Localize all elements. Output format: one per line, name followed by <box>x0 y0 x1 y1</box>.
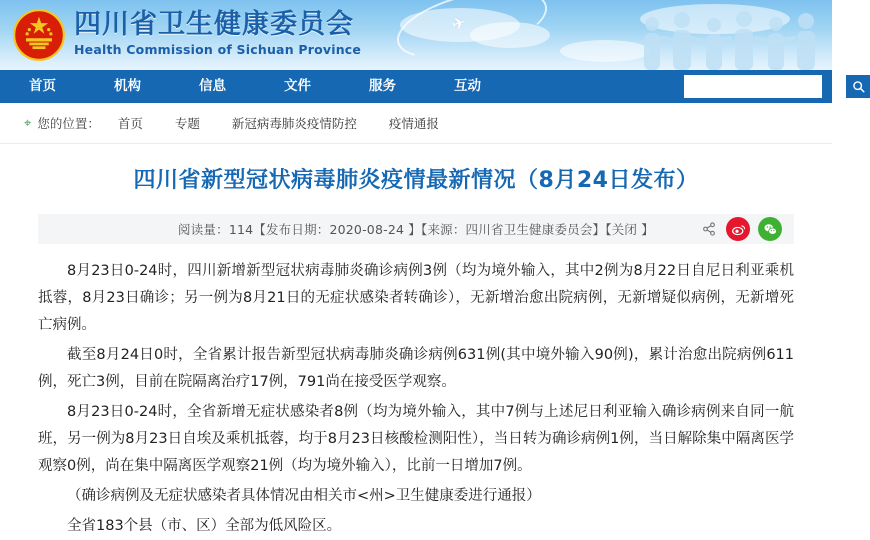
nav-item-services[interactable]: 服务 <box>369 78 396 94</box>
location-pin-icon: ⌖ <box>24 115 32 131</box>
wechat-glyph-icon <box>763 222 778 237</box>
breadcrumb-item-topic[interactable]: 专题 <box>174 116 200 131</box>
airplane-icon: ✈ <box>449 12 469 35</box>
wechat-icon[interactable] <box>758 217 782 241</box>
article-meta-text: 阅读量：114【发布日期：2020-08-24 】【来源：四川省卫生健康委员会】【关闭 】 <box>178 222 654 237</box>
search-input[interactable] <box>684 75 846 98</box>
search-icon <box>852 80 865 93</box>
breadcrumb-label: 您的位置： <box>37 116 100 131</box>
nav-item-documents[interactable]: 文件 <box>284 78 311 94</box>
article-paragraph: 8月23日0-24时，全省新增无症状感染者8例（均为境外输入，其中7例与上述尼日利亚输入确诊病例来自同一航班，另一例为8月23日自埃及乘机抵蓉，均于8月23日核酸检测阳性），当日转为确诊病例1例，当日解除集中隔离医学观察0例，尚在集中隔离医学观察21例（均为境外输入），比前一日增加7例。 <box>38 404 794 474</box>
breadcrumb-item-home[interactable]: 首页 <box>117 116 143 131</box>
site-title-cn: 四川省卫生健康委员会 <box>74 9 354 40</box>
article-paragraph: 全省183个县（市、区）全部为低风险区。 <box>67 518 342 534</box>
article-body <box>38 258 794 540</box>
article-paragraph: （确诊病例及无症状感染者具体情况由相关市<州>卫生健康委进行通报） <box>67 488 541 504</box>
site-title-block <box>74 9 361 59</box>
nav-item-interaction[interactable]: 互动 <box>454 78 481 94</box>
site-title-en: Health Commission of Sichuan Province <box>74 42 362 57</box>
article-paragraph: 截至8月24日0时，全省累计报告新型冠状病毒肺炎确诊病例631例(其中境外输入90例)，累计治愈出院病例611例，死亡3例，目前在院隔离治疗17例，791尚在接受医学观察。 <box>38 347 794 390</box>
breadcrumb-item-covid-control[interactable]: 新冠病毒肺炎疫情防控 <box>231 116 357 131</box>
nav-item-information[interactable]: 信息 <box>199 78 226 94</box>
nav-item-organization[interactable]: 机构 <box>114 78 141 94</box>
weibo-icon[interactable] <box>726 217 750 241</box>
main-navigation[interactable] <box>0 70 832 103</box>
breadcrumb <box>0 103 832 144</box>
page-title: 四川省新型冠状病毒肺炎疫情最新情况（8月24日发布） <box>133 168 699 193</box>
share-icon[interactable] <box>700 217 718 241</box>
article-paragraph: 8月23日0-24时，四川新增新型冠状病毒肺炎确诊病例3例（均为境外输入，其中2例为8月22日自尼日利亚乘机抵蓉，8月23日确诊；另一例为8月21日的无症状感染者转确诊），无新增治愈出院病例，无新增疑似病例，无新增死亡病例。 <box>38 263 794 333</box>
share-glyph-icon <box>702 222 716 236</box>
nav-item-home[interactable]: 首页 <box>29 78 56 94</box>
people-silhouette-decoration <box>634 8 824 70</box>
search-button[interactable] <box>846 75 870 98</box>
weibo-glyph-icon <box>731 222 746 237</box>
breadcrumb-item-epidemic-report[interactable]: 疫情通报 <box>388 116 439 131</box>
national-emblem-icon <box>12 8 66 62</box>
article <box>0 166 832 540</box>
share-group[interactable] <box>700 217 782 241</box>
search-box[interactable] <box>684 75 822 98</box>
site-banner <box>0 0 832 70</box>
article-meta-bar <box>38 214 794 244</box>
